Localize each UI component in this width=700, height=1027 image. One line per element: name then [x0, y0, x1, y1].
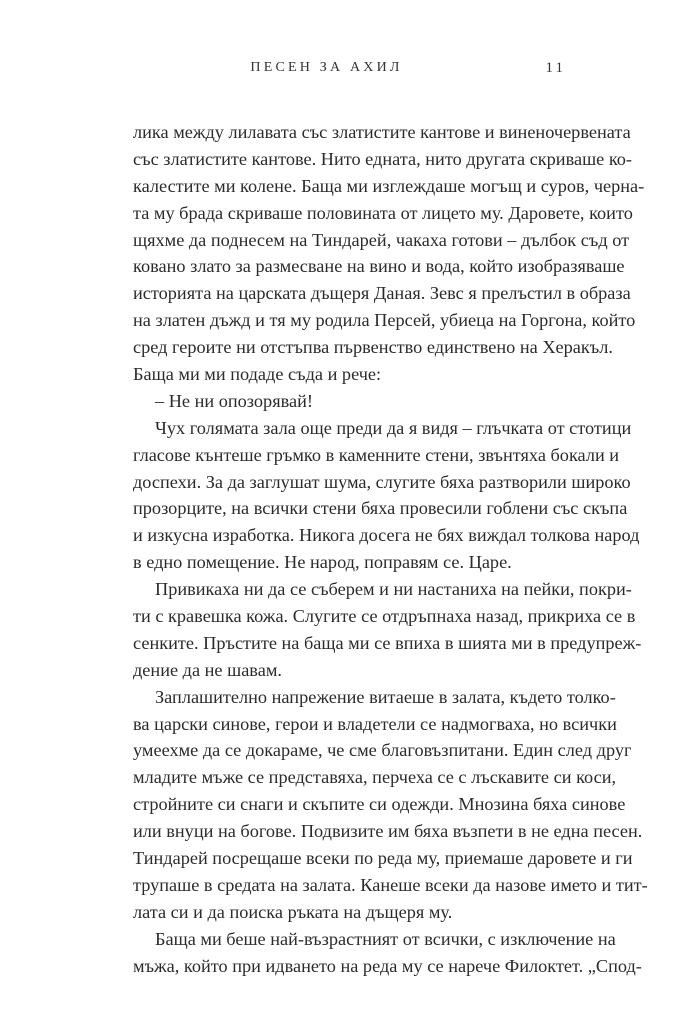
text-line: Чух голямата зала още преди да я видя – глъчката от стотици — [155, 417, 632, 438]
text-line: умеехме да се докараме, че сме благовъзпитани. Един след друг — [133, 740, 632, 761]
text-line: или внуци на богове. Подвизите им бяха възпети в не една песен. — [133, 821, 643, 842]
text-line: мъжа, който при идването на реда му се нарече Филоктет. „Спод- — [133, 955, 642, 976]
text-line: със златистите кантове. Нито едната, нито другата скриваше ко- — [133, 148, 633, 169]
text-line: Баща ми беше най-възрастният от всички, с изключение на — [155, 928, 616, 949]
text-line: Тиндарей посрещаше всеки по реда му, приемаше даровете и ги — [133, 848, 633, 869]
text-line: лика между лилавата със златистите кантове и виненочервената — [133, 122, 631, 142]
text-line: калестите ми колене. Баща ми изглеждаше могъщ и суров, черна- — [133, 175, 645, 196]
text-line: прозорците, на всички стени бяха провесили гоблени със скъпа — [133, 498, 628, 519]
text-line: и изкусна изработка. Никога досега не бях виждал толкова народ — [133, 525, 640, 546]
text-line: ти с кравешка кожа. Слугите се отдръпнаха назад, прикриха се в — [133, 606, 636, 627]
text-line: сред героите ни отстъпва първенство единствено на Херакъл. — [133, 337, 613, 358]
text-line: гласове кънтеше гръмко в каменните стени, звънтяха бокали и — [133, 444, 620, 465]
running-head — [0, 60, 700, 84]
text-line: лата си и да поиска ръката на дъщеря му. — [133, 901, 453, 922]
text-line: – Не ни опозорявай! — [155, 390, 313, 411]
text-line: стройните си снаги и скъпите си одежди. Мнозина бяха синове — [133, 794, 626, 815]
text-line: на златен дъжд и тя му родила Персей, убиеца на Горгона, който — [133, 310, 636, 331]
text-line: ва царски синове, герои и владетели се надмогваха, но всички — [133, 713, 617, 734]
text-line: та му брада скриваше половината от лицето му. Даровете, които — [133, 202, 633, 223]
text-line: историята на царската дъщеря Даная. Зевс я прелъстил в образа — [133, 283, 631, 304]
body-text — [133, 119, 648, 980]
text-line: Баща ми ми подаде съда и рече: — [133, 364, 382, 385]
page-number: 11 — [545, 60, 566, 76]
text-line: в едно помещение. Не народ, поправям се. Царе. — [133, 552, 512, 573]
text-line: трупаше в средата на залата. Канеше всеки да назове името и тит- — [133, 874, 648, 895]
text-line: дение да не шавам. — [133, 659, 282, 680]
text-line: Заплашително напрежение витаеше в залата, където толко- — [155, 686, 616, 707]
text-line: щяхме да поднесем на Тиндарей, чакаха готови – дълбок съд от — [133, 229, 630, 250]
text-line: доспехи. За да заглушат шума, слугите бяха разтворили широко — [133, 471, 631, 492]
running-title: ПЕСЕН ЗА АХИЛ — [250, 60, 403, 75]
text-line: сенките. Пръстите на баща ми се впиха в шията ми в предупреж- — [133, 632, 642, 653]
text-line: Привикаха ни да се съберем и ни настаниха на пейки, покри- — [155, 579, 632, 600]
text-line: младите мъже се представяха, перчеха се с лъскавите си коси, — [133, 767, 617, 788]
text-line: ковано злато за размесване на вино и вода, който изобразяваше — [133, 256, 625, 277]
